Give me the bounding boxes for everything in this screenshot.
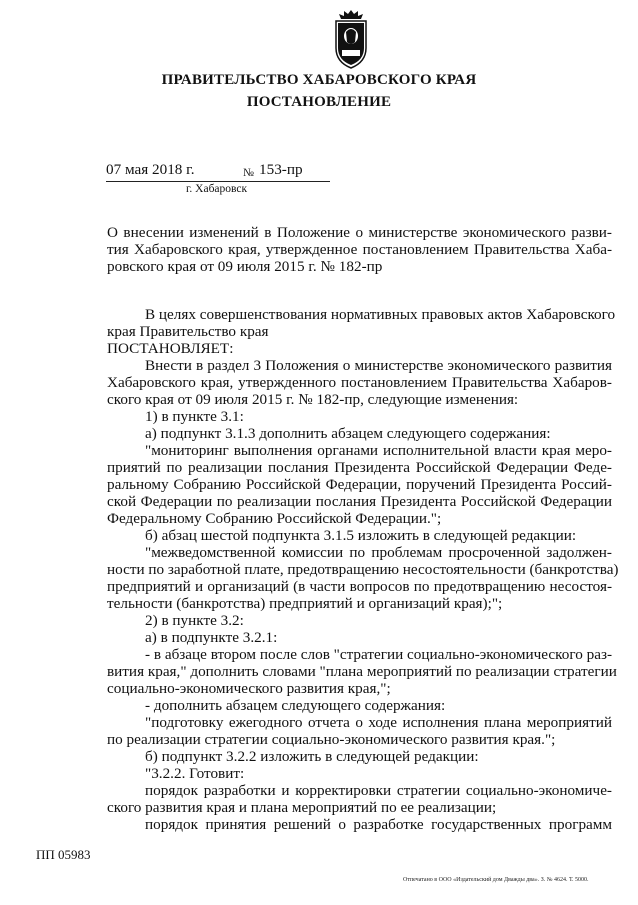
body-line: по реализации стратегии социально-экономического развития края.";	[107, 731, 556, 748]
body-line: Хабаровского края, утвержденного постановлением Правительства Хабаров-	[107, 374, 612, 391]
title-line: ровского края от 09 июля 2015 г. № 182-пр	[107, 258, 383, 275]
title-line: тия Хабаровского края, утвержденное постановлением Правительства Хаба-	[107, 241, 612, 258]
body-line: "мониторинг выполнения органами исполнительной власти края меро-	[145, 442, 612, 459]
government-name: ПРАВИТЕЛЬСТВО ХАБАРОВСКОГО КРАЯ	[161, 72, 477, 88]
title-line: О внесении изменений в Положение о министерстве экономического разви-	[107, 224, 612, 241]
body-line: ского развития края и плана мероприятий по ее реализации;	[107, 799, 497, 816]
date-underline	[106, 181, 330, 182]
body-line: вития края," дополнить словами "плана мероприятий по реализации стратегии	[107, 663, 617, 680]
body-line: ности по заработной плате, предотвращению несостоятельности (банкротства)	[107, 561, 619, 578]
body-line: тельности (банкротства) предприятий и организаций края);";	[107, 595, 503, 612]
body-line: социально-экономического развития края,";	[107, 680, 391, 697]
printer-note: Отпечатано в ООО «Издательский дом Дважды два». З. № 4624. Т. 5000.	[403, 877, 589, 883]
body-line: предприятий и организаций (в части вопросов по предотвращению несостоя-	[107, 578, 612, 595]
body-line: - в абзаце втором после слов "стратегии социально-экономического раз-	[145, 646, 612, 663]
body-line: - дополнить абзацем следующего содержания:	[145, 697, 446, 714]
body-line: а) в подпункте 3.2.1:	[145, 629, 278, 646]
body-line: ской Федерации по реализации послания Президента Российской Федерации	[107, 493, 612, 510]
body-line: б) подпункт 3.2.2 изложить в следующей редакции:	[145, 748, 479, 765]
body-line: 1) в пункте 3.1:	[145, 408, 244, 425]
body-line: Внести в раздел 3 Положения о министерстве экономического развития	[145, 357, 612, 374]
city-label: г. Хабаровск	[186, 183, 248, 195]
body-line: "подготовку ежегодного отчета о ходе исполнения плана мероприятий	[145, 714, 612, 731]
document-code: ПП 05983	[36, 847, 91, 862]
document-date: 07 мая 2018 г.	[106, 161, 195, 178]
body-line: приятий по реализации послания Президента Российской Федерации Феде-	[107, 459, 612, 476]
body-line: края Правительство края	[107, 323, 269, 340]
body-line: порядок принятия решений о разработке государственных программ	[145, 816, 612, 833]
document-number: 153-пр	[259, 161, 303, 178]
body-line: ского края от 09 июля 2015 г. № 182-пр, следующие изменения:	[107, 391, 519, 408]
body-line: ральному Собранию Российской Федерации, поручений Президента Россий-	[107, 476, 612, 493]
document-type: ПОСТАНОВЛЕНИЕ	[246, 94, 392, 110]
body-line: порядок разработки и корректировки стратегии социально-экономиче-	[145, 782, 612, 799]
coat-of-arms-emblem	[330, 8, 372, 70]
body-line: Федеральному Собранию Российской Федерации.";	[107, 510, 442, 527]
body-line: ПОСТАНОВЛЯЕТ:	[107, 340, 234, 357]
body-line: "3.2.2. Готовит:	[145, 765, 245, 782]
body-line: В целях совершенствования нормативных правовых актов Хабаровского	[145, 306, 616, 323]
body-line: б) абзац шестой подпункта 3.1.5 изложить в следующей редакции:	[145, 527, 577, 544]
body-line: 2) в пункте 3.2:	[145, 612, 244, 629]
body-line: а) подпункт 3.1.3 дополнить абзацем следующего содержания:	[145, 425, 551, 442]
number-sign: №	[243, 167, 254, 179]
body-line: "межведомственной комиссии по проблемам просроченной задолжен-	[145, 544, 612, 561]
